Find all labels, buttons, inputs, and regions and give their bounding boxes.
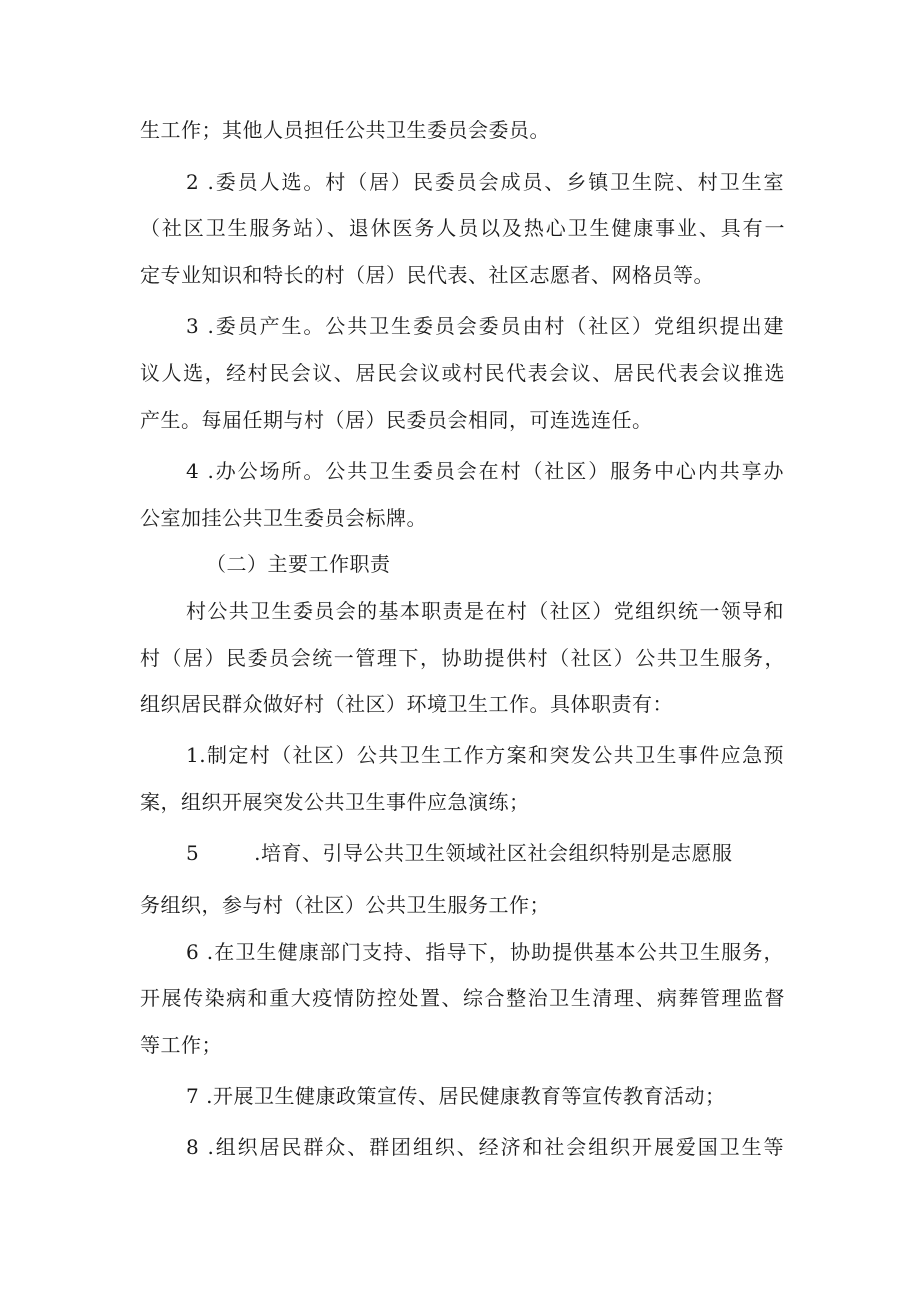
paragraph-line: 产生。每届任期与村（居）民委员会相同，可连选连任。: [140, 408, 653, 432]
paragraph-line: 7 .开展卫生健康政策宣传、居民健康教育等宣传教育活动；: [186, 1084, 726, 1108]
paragraph-line: 4 .办公场所。公共卫生委员会在村（社区）服务中心内共享办: [186, 459, 784, 483]
paragraph-line: 6 .在卫生健康部门支持、指导下，协助提供基本公共卫生服务，: [186, 940, 784, 964]
paragraph-line: 3 .委员产生。公共卫生委员会委员由村（社区）党组织提出建: [186, 314, 784, 338]
paragraph-line: 村公共卫生委员会的基本职责是在村（社区）党组织统一领导和: [186, 599, 784, 623]
paragraph-line: 议人选，经村民会议、居民会议或村民代表会议、居民代表会议推选: [140, 361, 785, 385]
paragraph-line: 公室加挂公共卫生委员会标牌。: [140, 506, 427, 530]
paragraph-line: 定专业知识和特长的村（居）民代表、社区志愿者、网格员等。: [140, 263, 714, 287]
paragraph-line: 案，组织开展突发公共卫生事件应急演练；: [140, 790, 530, 814]
paragraph-line: 8 .组织居民群众、群团组织、经济和社会组织开展爱国卫生等: [186, 1135, 784, 1159]
paragraph-line: 5 .培育、引导公共卫生领域社区社会组织特别是志愿服: [186, 841, 733, 865]
paragraph-line: 2 .委员人选。村（居）民委员会成员、乡镇卫生院、村卫生室: [186, 170, 784, 194]
paragraph-line: 等工作；: [140, 1033, 222, 1057]
paragraph-line: 开展传染病和重大疫情防控处置、综合整治卫生清理、病葬管理监督: [140, 986, 785, 1010]
paragraph-line: 组织居民群众做好村（社区）环境卫生工作。具体职责有：: [140, 692, 673, 716]
paragraph-line: （社区卫生服务站）、退休医务人员以及热心卫生健康事业、具有一: [140, 216, 785, 240]
paragraph-line: 村（居）民委员会统一管理下，协助提供村（社区）公共卫生服务，: [140, 646, 785, 670]
section-heading: （二）主要工作职责: [206, 552, 391, 576]
paragraph-line: 生工作；其他人员担任公共卫生委员会委员。: [140, 118, 550, 142]
paragraph-line: 务组织，参与村（社区）公共卫生服务工作；: [140, 893, 550, 917]
paragraph-line: 1.制定村（社区）公共卫生工作方案和突发公共卫生事件应急预: [186, 743, 784, 767]
